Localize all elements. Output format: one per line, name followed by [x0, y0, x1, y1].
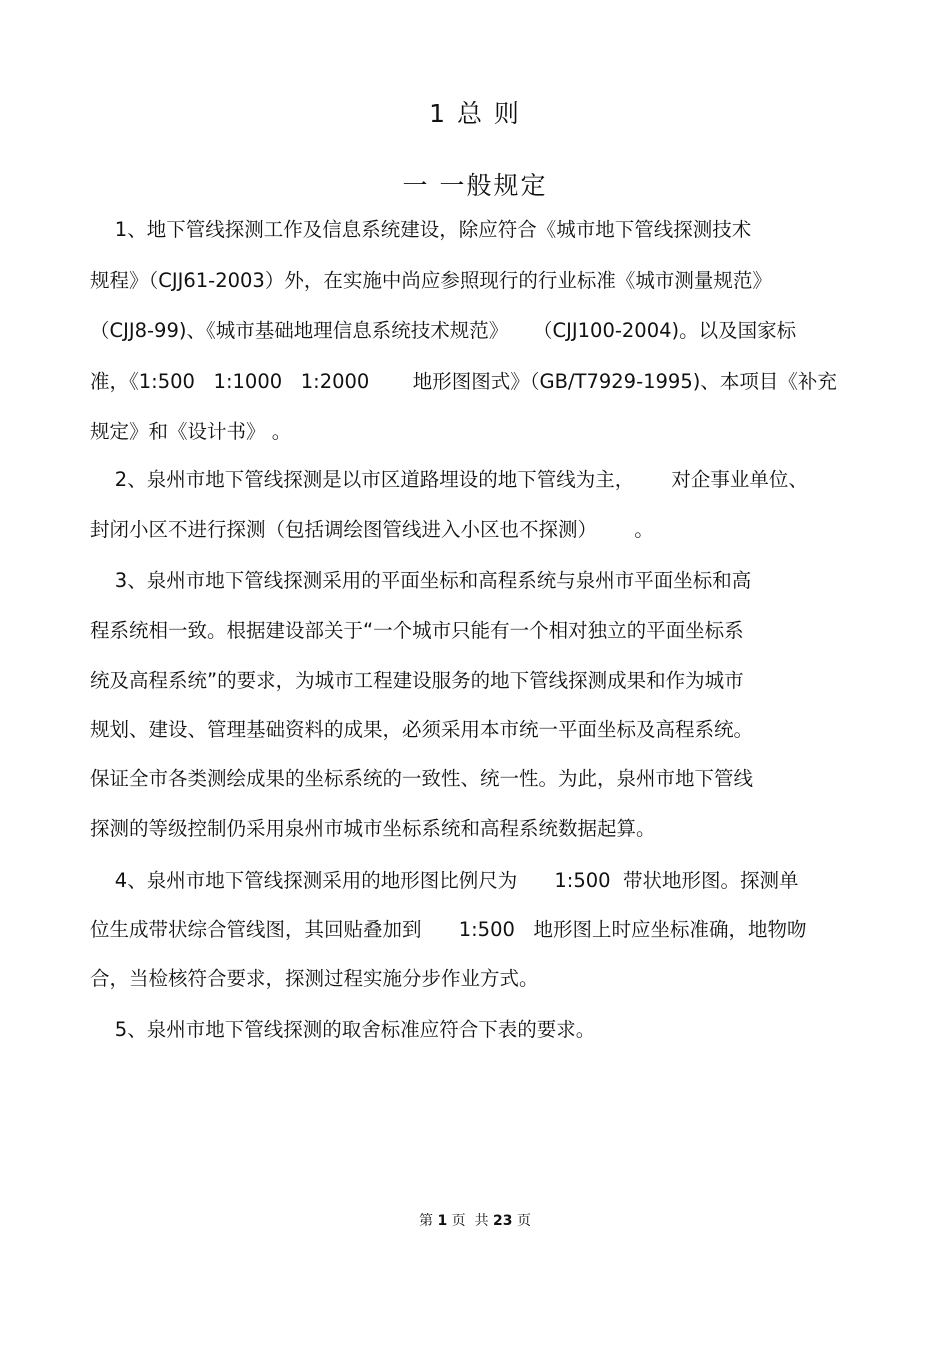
section-title: 一 一般规定	[402, 171, 548, 200]
footer-middle: 页 共	[447, 1213, 494, 1229]
footer-suffix: 页	[512, 1213, 531, 1229]
page-number: 1	[437, 1213, 448, 1229]
body-line-5: 规定》和《设计书》 。	[90, 420, 292, 443]
body-line-17: 5、泉州市地下管线探测的取舍标准应符合下表的要求。	[90, 1018, 596, 1041]
chapter-title: 1 总 则	[429, 99, 521, 128]
body-line-10: 统及高程系统”的要求，为城市工程建设服务的地下管线探测成果和作为城市	[90, 669, 744, 692]
body-line-11: 规划、建设、管理基础资料的成果，必须采用本市统一平面坐标及高程系统。	[90, 718, 754, 741]
body-line-4: 准，《1:500 1:1000 1:2000 地形图图式》（GB/T7929-1995)、本项目《补充	[90, 370, 837, 393]
body-line-15: 位生成带状综合管线图，其回贴叠加到 1:500 地形图上时应坐标准确，地物吻	[90, 918, 807, 941]
body-line-1: 1、地下管线探测工作及信息系统建设，除应符合《城市地下管线探测技术	[90, 218, 752, 241]
body-line-13: 探测的等级控制仍采用泉州市城市坐标系统和高程系统数据起算。	[90, 817, 656, 840]
footer-prefix: 第	[419, 1213, 438, 1229]
body-line-14: 4、泉州市地下管线探测采用的地形图比例尺为 1:500 带状地形图。探测单	[90, 869, 799, 892]
body-line-9: 程系统相一致。根据建设部关于“一个城市只能有一个相对独立的平面坐标系	[90, 619, 744, 642]
body-line-12: 保证全市各类测绘成果的坐标系统的一致性、统一性。为此，泉州市地下管线	[90, 767, 754, 790]
total-pages: 23	[493, 1213, 513, 1229]
page-footer	[0, 1210, 950, 1230]
body-line-16: 合，当检核符合要求，探测过程实施分步作业方式。	[90, 967, 539, 990]
body-line-6: 2、泉州市地下管线探测是以市区道路埋设的地下管线为主， 对企事业单位、	[90, 468, 808, 491]
body-line-2: 规程》（CJJ61-2003）外，在实施中尚应参照现行的行业标准《城市测量规范》	[90, 269, 772, 292]
body-line-7: 封闭小区不进行探测（包括调绘图管线进入小区也不探测） 。	[90, 518, 654, 541]
body-line-8: 3、泉州市地下管线探测采用的平面坐标和高程系统与泉州市平面坐标和高	[90, 569, 752, 592]
body-line-3: （CJJ8-99)、《城市基础地理信息系统技术规范》 （CJJ100-2004)。以及国家标	[90, 319, 797, 342]
